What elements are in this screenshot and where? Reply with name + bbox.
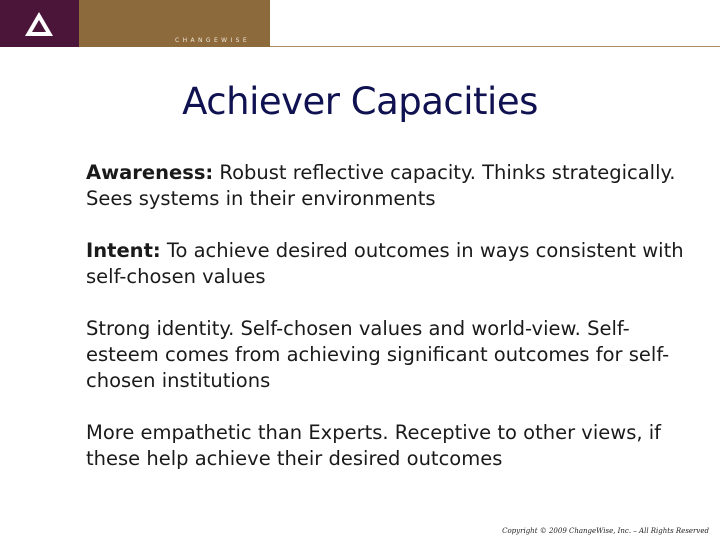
paragraph-label: Intent: xyxy=(86,239,161,262)
paragraph-text: To achieve desired outcomes in ways consistent with self-chosen values xyxy=(86,239,684,288)
copyright-notice: Copyright © 2009 ChangeWise, Inc. – All Rights Reserved xyxy=(502,527,709,535)
paragraph-text: Robust reflective capacity. Thinks strategically. Sees systems in their environments xyxy=(86,161,676,210)
paragraph-awareness xyxy=(86,160,696,212)
paragraph-text: Strong identity. Self-chosen values and world-view. Self-esteem comes from achieving significant outcomes for self-chosen institutions xyxy=(86,317,670,392)
paragraph-intent xyxy=(86,238,696,290)
brand-bar xyxy=(79,0,270,47)
paragraph-label: Awareness: xyxy=(86,161,214,184)
paragraph-identity xyxy=(86,316,696,394)
paragraph-text: More empathetic than Experts. Receptive to other views, if these help achieve their desired outcomes xyxy=(86,421,662,470)
slide-title: Achiever Capacities xyxy=(182,80,538,123)
header-rule xyxy=(270,46,720,47)
triangle-logo-icon xyxy=(24,11,54,37)
brand-name: CHANGEWISE xyxy=(175,37,251,44)
paragraph-empathy xyxy=(86,420,696,472)
logo-box xyxy=(0,0,79,47)
